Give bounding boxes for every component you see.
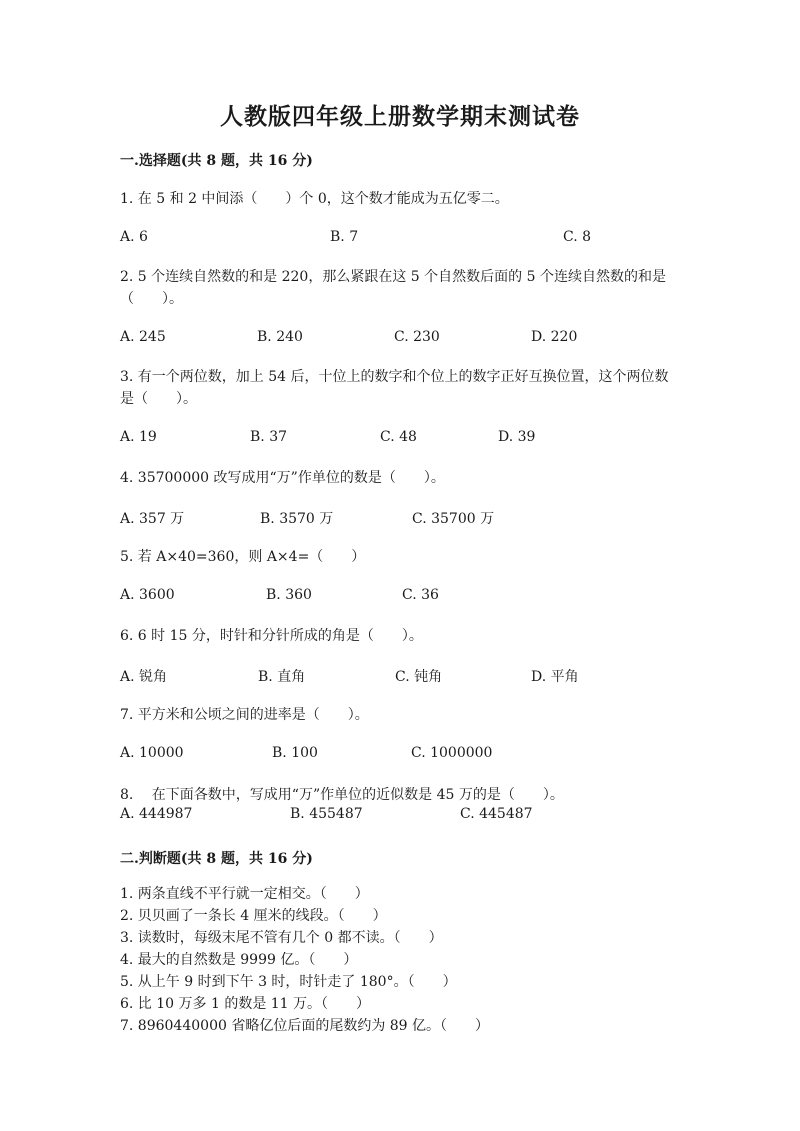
option: C. 445487 xyxy=(460,806,533,822)
question-text: 8. 在下面各数中，写成用“万”作单位的近似数是 45 万的是（ ）。 xyxy=(120,787,564,803)
option: C. 36 xyxy=(402,587,439,603)
judgement-item: 4. 最大的自然数是 9999 亿。（ ） xyxy=(120,952,358,968)
option: A. 19 xyxy=(120,429,157,445)
judgement-item: 1. 两条直线不平行就一定相交。（ ） xyxy=(120,886,369,902)
option: D. 39 xyxy=(498,429,536,445)
question-text: 2. 5 个连续自然数的和是 220，那么紧跟在这 5 个自然数后面的 5 个连续自然数的和是（ ）。 xyxy=(120,269,666,307)
judgement-item: 3. 读数时，每级末尾不管有几个 0 都不读。（ ） xyxy=(120,930,443,946)
option: B. 360 xyxy=(266,587,312,603)
question-text: 4. 35700000 改写成用“万”作单位的数是（ ）。 xyxy=(120,470,445,486)
option: C. 35700 万 xyxy=(412,511,495,527)
option: A. 357 万 xyxy=(120,511,185,527)
option: C. 钝角 xyxy=(395,669,443,685)
option: B. 7 xyxy=(330,229,359,245)
option: A. 245 xyxy=(120,329,166,345)
question-text: 6. 6 时 15 分，时针和分针所成的角是（ ）。 xyxy=(120,628,423,644)
option-row xyxy=(0,329,800,349)
option: B. 3570 万 xyxy=(260,511,334,527)
judgement-item: 7. 8960440000 省略亿位后面的尾数约为 89 亿。（ ） xyxy=(120,1018,490,1034)
option-row xyxy=(0,745,800,765)
option: D. 220 xyxy=(531,329,578,345)
option: C. 1000000 xyxy=(411,745,493,761)
option: A. 10000 xyxy=(120,745,184,761)
option: C. 230 xyxy=(394,329,440,345)
option: A. 锐角 xyxy=(120,669,168,685)
option: A. 3600 xyxy=(120,587,175,603)
option: A. 444987 xyxy=(120,806,193,822)
judgement-item: 6. 比 10 万多 1 的数是 11 万。（ ） xyxy=(120,996,371,1012)
option: B. 455487 xyxy=(290,806,363,822)
option-row xyxy=(0,806,800,826)
question-text: 7. 平方米和公顷之间的进率是（ ）。 xyxy=(120,707,369,723)
question-text: 5. 若 A×40=360，则 A×4=（ ） xyxy=(120,549,366,565)
question-text: 1. 在 5 和 2 中间添（ ）个 0，这个数才能成为五亿零二。 xyxy=(120,191,509,207)
option-row xyxy=(0,666,800,686)
option: B. 直角 xyxy=(258,669,306,685)
option: C. 48 xyxy=(380,429,417,445)
question-text: 3. 有一个两位数，加上 54 后，十位上的数字和个位上的数字正好互换位置，这个两位数是（ ）。 xyxy=(120,369,669,407)
option: B. 37 xyxy=(250,429,288,445)
section-heading-choice: 一.选择题(共 8 题，共 16 分) xyxy=(120,153,313,169)
judgement-item: 5. 从上午 9 时到下午 3 时，时针走了 180°。（ ） xyxy=(120,974,457,990)
option: A. 6 xyxy=(120,229,148,245)
option-row xyxy=(0,508,800,528)
option-row xyxy=(0,229,800,249)
option-row xyxy=(0,587,800,607)
option: D. 平角 xyxy=(531,669,579,685)
option: B. 100 xyxy=(272,745,318,761)
option-row xyxy=(0,429,800,449)
option: C. 8 xyxy=(563,229,592,245)
section-heading-judgement: 二.判断题(共 8 题，共 16 分) xyxy=(120,851,313,867)
option: B. 240 xyxy=(257,329,303,345)
judgement-item: 2. 贝贝画了一条长 4 厘米的线段。（ ） xyxy=(120,908,387,924)
page-title: 人教版四年级上册数学期末测试卷 xyxy=(220,103,580,130)
